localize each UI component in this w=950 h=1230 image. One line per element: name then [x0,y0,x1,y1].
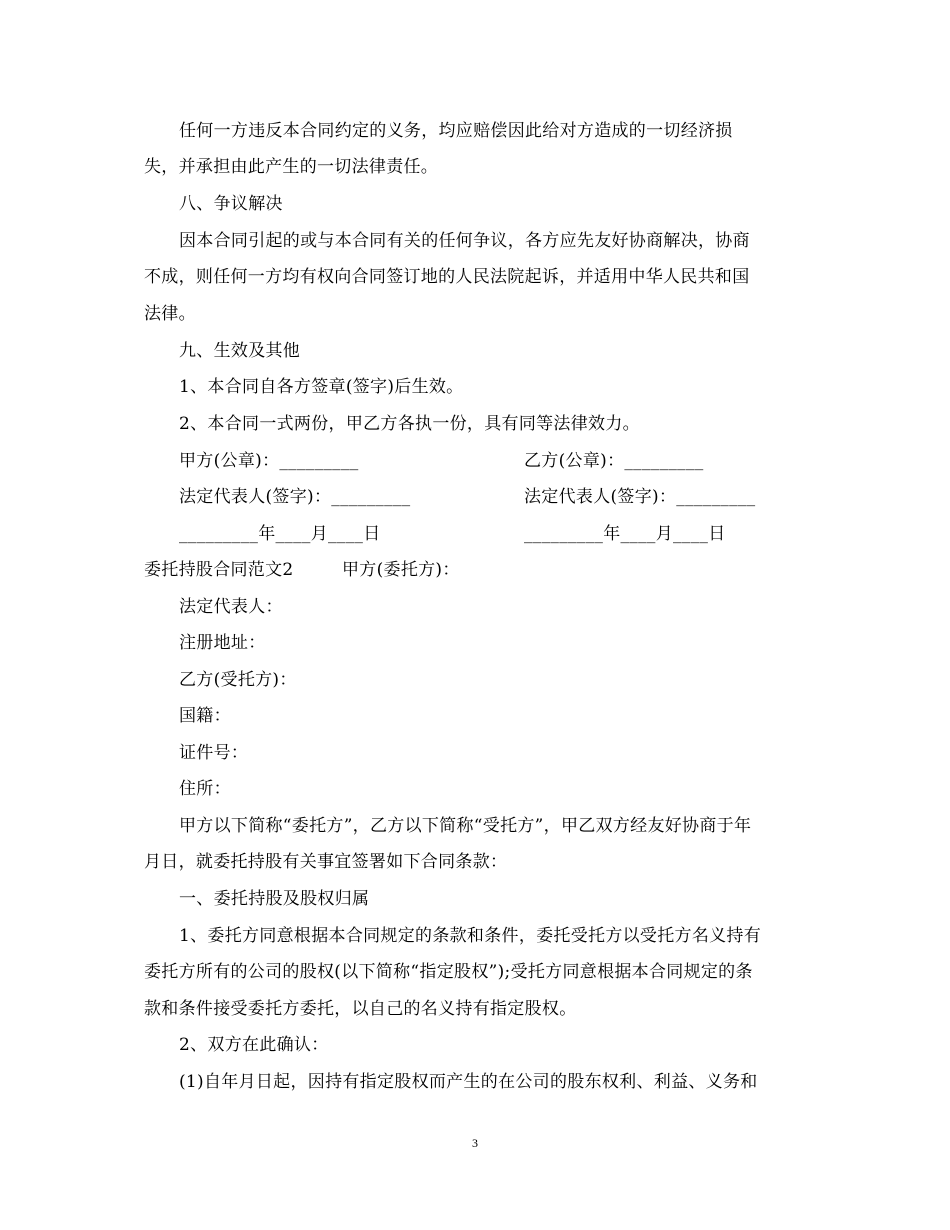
signature-party-b: 乙方(公章)：_________ [524,451,704,471]
signature-date-a: _________年____月____日 [179,524,381,544]
paragraph-line: 委托方所有的公司的股权(以下简称“指定股权”);受托方同意根据本合同规定的条 [144,962,753,982]
paragraph-line: 2、本合同一式两份，甲乙方各执一份，具有同等法律效力。 [179,414,640,434]
paragraph-line: 甲方以下简称“委托方”，乙方以下简称“受托方”，甲乙双方经友好协商于年 [179,816,752,836]
paragraph-line: 任何一方违反本合同约定的义务，均应赔偿因此给对方造成的一切经济损 [179,121,733,141]
field-legal-rep: 法定代表人： [179,597,283,617]
party-a-label: 甲方(委托方)： [342,560,460,580]
paragraph-line: 1、本合同自各方签章(签字)后生效。 [179,377,464,397]
paragraph-line: 不成，则任何一方均有权向合同签订地的人民法院起诉，并适用中华人民共和国 [144,267,750,287]
field-id-number: 证件号： [179,743,249,763]
page-number: 3 [472,1136,478,1150]
section-heading: 九、生效及其他 [179,341,301,361]
signature-rep-a: 法定代表人(签字)：_________ [179,487,411,507]
contract-title: 委托持股合同范文2 [144,560,294,580]
paragraph-line: 2、双方在此确认： [179,1035,329,1055]
section-heading: 八、争议解决 [179,194,283,214]
signature-party-a: 甲方(公章)：_________ [179,451,359,471]
signature-rep-b: 法定代表人(签字)：_________ [524,487,756,507]
paragraph-line: 月日，就委托持股有关事宜签署如下合同条款： [144,852,508,872]
paragraph-line: 失，并承担由此产生的一切法律责任。 [144,157,439,177]
field-party-b: 乙方(受托方)： [179,670,297,690]
section-heading: 一、委托持股及股权归属 [179,889,370,909]
paragraph-line: 款和条件接受委托方委托，以自己的名义持有指定股权。 [144,999,577,1019]
paragraph-line: 法律。 [144,304,196,324]
field-residence: 住所： [179,779,231,799]
paragraph-line: (1)自年月日起，因持有指定股权而产生的在公司的股东权利、利益、义务和 [179,1072,758,1092]
paragraph-line: 1、委托方同意根据本合同规定的条款和条件，委托受托方以受托方名义持有 [179,926,762,946]
signature-date-b: _________年____月____日 [524,524,726,544]
paragraph-line: 因本合同引起的或与本合同有关的任何争议，各方应先友好协商解决，协商 [179,231,750,251]
field-reg-address: 注册地址： [179,633,266,653]
field-nationality: 国籍： [179,706,231,726]
